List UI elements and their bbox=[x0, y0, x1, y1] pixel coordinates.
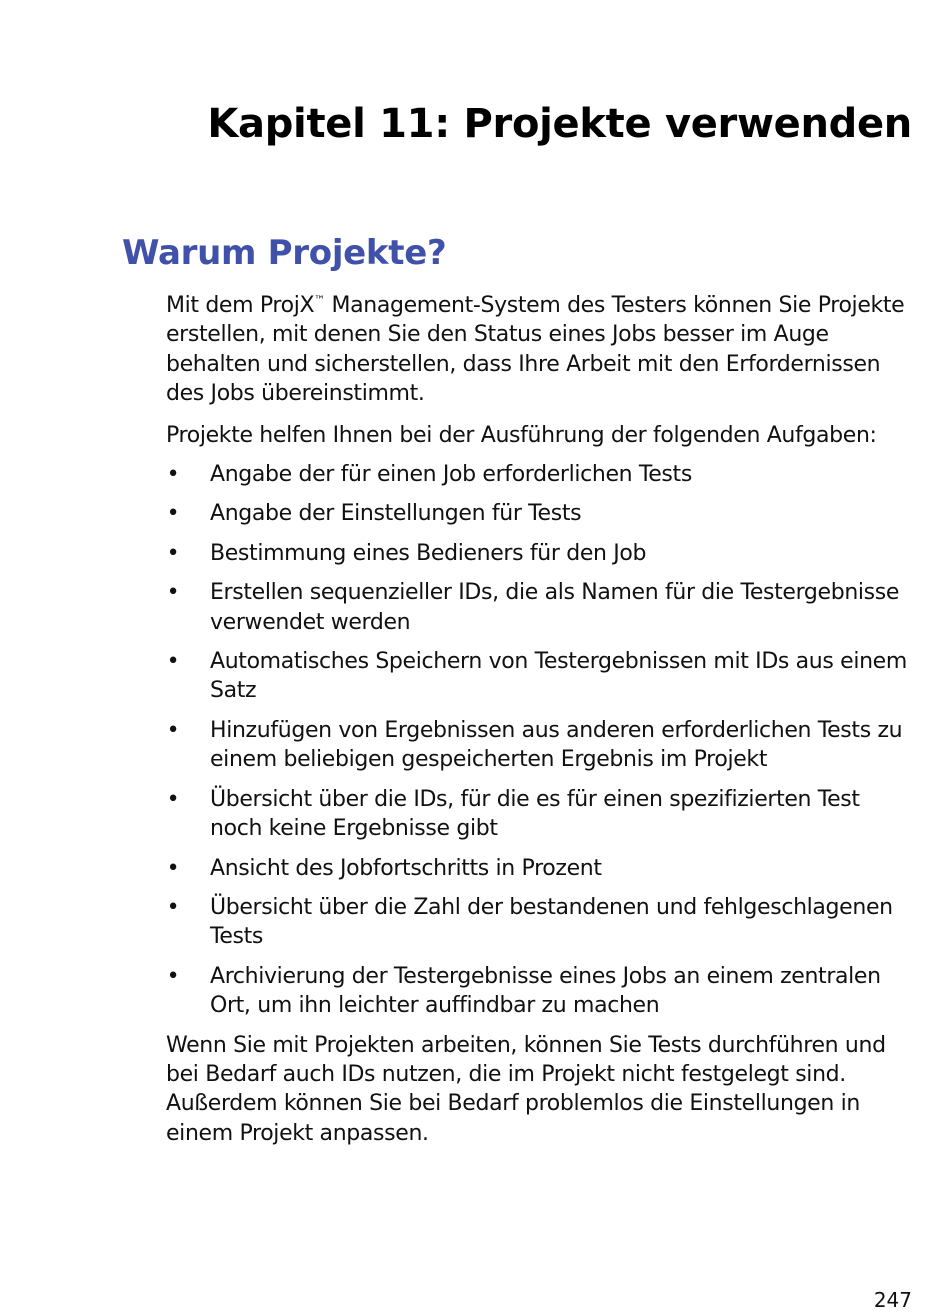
bullet-icon: • bbox=[166, 855, 180, 881]
list-item bbox=[166, 499, 914, 528]
list-item bbox=[166, 962, 914, 1021]
bullet-icon: • bbox=[166, 786, 180, 812]
list-item-text: Ansicht des Jobfortschritts in Prozent bbox=[210, 855, 602, 881]
list-item-text: Angabe der für einen Job erforderlichen Tests bbox=[210, 462, 692, 488]
page-number: 247 bbox=[873, 1288, 912, 1312]
list-item bbox=[166, 460, 914, 489]
bullet-icon: • bbox=[166, 963, 180, 989]
trademark-symbol: ™ bbox=[314, 293, 325, 307]
body-content bbox=[166, 291, 914, 1148]
list-item-text: Erstellen sequenzieller IDs, die als Namen für die Testergebnisse verwendet werden bbox=[210, 580, 900, 635]
list-item-text: Angabe der Einstellungen für Tests bbox=[210, 501, 582, 527]
list-item-text: Übersicht über die Zahl der bestandenen und fehlgeschlagenen Tests bbox=[210, 894, 893, 950]
intro-text-start: Mit dem ProjX bbox=[166, 293, 315, 318]
list-item bbox=[166, 578, 914, 637]
bullet-icon: • bbox=[166, 540, 180, 566]
intro-text-rest: Management-System des Testers können Sie Projekte erstellen, mit denen Sie den Status eines Jobs besser im Auge behalten und sicherstellen, dass Ihre Arbeit mit den Erfordernissen des Jobs übereinstimmt. bbox=[166, 293, 905, 407]
list-item bbox=[166, 539, 914, 568]
task-list bbox=[166, 460, 914, 1021]
list-item-text: Archivierung der Testergebnisse eines Jobs an einem zentralen Ort, um ihn leichter auffindbar zu machen bbox=[210, 963, 881, 1019]
chapter-title: Kapitel 11: Projekte verwenden bbox=[207, 101, 912, 147]
list-item bbox=[166, 647, 914, 706]
bullet-icon: • bbox=[166, 501, 180, 527]
list-item bbox=[166, 785, 914, 844]
list-item bbox=[166, 893, 914, 952]
bullet-icon: • bbox=[166, 894, 180, 920]
bullet-icon: • bbox=[166, 649, 180, 675]
section-heading: Warum Projekte? bbox=[122, 233, 447, 273]
list-item bbox=[166, 716, 914, 775]
bullet-icon: • bbox=[166, 717, 180, 743]
list-item-text: Automatisches Speichern von Testergebnissen mit IDs aus einem Satz bbox=[210, 649, 907, 704]
bullet-icon: • bbox=[166, 580, 180, 606]
list-item-text: Hinzufügen von Ergebnissen aus anderen erforderlichen Tests zu einem beliebigen gespeicherten Ergebnis im Projekt bbox=[210, 717, 903, 773]
list-item-text: Bestimmung eines Bedieners für den Job bbox=[210, 540, 647, 566]
list-item-text: Übersicht über die IDs, für die es für einen spezifizierten Test noch keine Ergebnisse gibt bbox=[210, 786, 860, 842]
intro-paragraph bbox=[166, 291, 914, 409]
closing-paragraph: Wenn Sie mit Projekten arbeiten, können Sie Tests durchführen und bei Bedarf auch IDs nutzen, die im Projekt nicht festgelegt sind. Außerdem können Sie bei Bedarf problemlos die Einstellungen in einem Projekt anpassen. bbox=[166, 1032, 886, 1146]
list-item bbox=[166, 854, 914, 883]
lead-in-paragraph: Projekte helfen Ihnen bei der Ausführung der folgenden Aufgaben: bbox=[166, 422, 877, 448]
bullet-icon: • bbox=[166, 462, 180, 488]
